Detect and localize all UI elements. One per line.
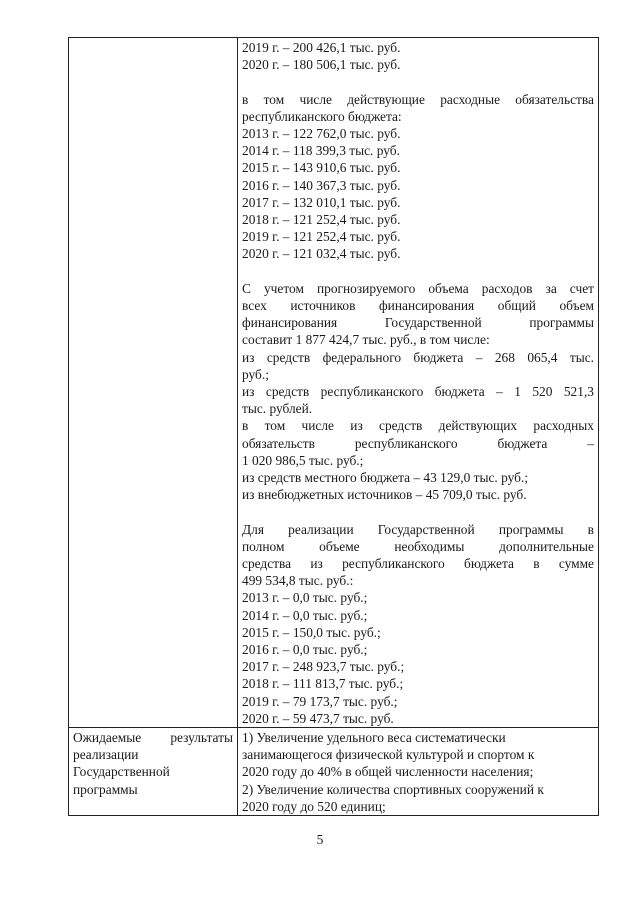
results-line: занимающегося физической культурой и спортом к xyxy=(242,747,535,763)
total-sources-line: финансирования Государственной программы xyxy=(242,315,594,331)
results-line: 2020 году до 520 единиц; xyxy=(242,798,386,814)
additional-funds-year: 2015 г. – 150,0 тыс. руб.; xyxy=(242,624,381,640)
additional-funds-year: 2017 г. – 248 923,7 тыс. руб.; xyxy=(242,659,405,675)
additional-funds-intro: Для реализации Государственной программы в xyxy=(242,521,594,537)
additional-funds-intro: полном объеме необходимы дополнительные xyxy=(242,538,594,554)
total-sources-line: в том числе из средств действующих расходных xyxy=(242,418,594,434)
total-sources-line: из средств федерального бюджета – 268 065,4 тыс. xyxy=(242,349,594,365)
additional-funds-year: 2013 г. – 0,0 тыс. руб.; xyxy=(242,590,368,606)
obligations-year: 2017 г. – 132 010,1 тыс. руб. xyxy=(242,194,401,210)
results-line: 2) Увеличение количества спортивных сооружений к xyxy=(242,781,544,797)
obligations-year: 2020 г. – 121 032,4 тыс. руб. xyxy=(242,246,401,262)
funding-value-cell xyxy=(238,38,599,728)
table-row xyxy=(69,728,599,816)
results-value-cell xyxy=(238,728,599,816)
additional-funds-year: 2016 г. – 0,0 тыс. руб.; xyxy=(242,642,368,658)
results-line: 2020 году до 40% в общей численности населения; xyxy=(242,764,534,780)
total-sources-line: из средств местного бюджета – 43 129,0 тыс. руб.; xyxy=(242,470,529,486)
obligations-year: 2014 г. – 118 399,3 тыс. руб. xyxy=(242,143,400,159)
obligations-intro: в том числе действующие расходные обязательства xyxy=(242,91,594,107)
results-label: Государственной xyxy=(73,764,170,780)
obligations-year: 2013 г. – 122 762,0 тыс. руб. xyxy=(242,126,401,141)
obligations-year: 2016 г. – 140 367,3 тыс. руб. xyxy=(242,177,401,193)
results-label-cell xyxy=(69,728,238,816)
results-label: реализации xyxy=(73,747,139,763)
total-sources-line: всех источников финансирования общий объем xyxy=(242,298,594,314)
table-row xyxy=(69,38,599,728)
additional-funds-year: 2019 г. – 79 173,7 тыс. руб.; xyxy=(242,693,398,709)
results-label: Ожидаемые результаты xyxy=(73,730,233,746)
obligations-year: 2019 г. – 121 252,4 тыс. руб. xyxy=(242,229,401,245)
program-passport-table xyxy=(68,37,599,816)
total-sources-line: тыс. рублей. xyxy=(242,401,313,417)
funding-line: 2019 г. – 200 426,1 тыс. руб. xyxy=(242,40,401,55)
additional-funds-intro: 499 534,8 тыс. руб.: xyxy=(242,573,354,589)
total-sources-line: руб.; xyxy=(242,366,269,382)
obligations-year: 2015 г. – 143 910,6 тыс. руб. xyxy=(242,160,401,176)
additional-funds-year: 2020 г. – 59 473,7 тыс. руб. xyxy=(242,710,394,726)
total-sources-line: 1 020 986,5 тыс. руб.; xyxy=(242,452,364,468)
total-sources-line: составит 1 877 424,7 тыс. руб., в том числе: xyxy=(242,332,490,348)
results-label: программы xyxy=(73,781,138,797)
funding-label-cell xyxy=(69,38,238,728)
obligations-year: 2018 г. – 121 252,4 тыс. руб. xyxy=(242,212,401,228)
funding-line: 2020 г. – 180 506,1 тыс. руб. xyxy=(242,57,401,73)
total-sources-line: из средств республиканского бюджета – 1 520 521,3 xyxy=(242,384,594,400)
additional-funds-year: 2018 г. – 111 813,7 тыс. руб.; xyxy=(242,676,404,692)
total-sources-line: С учетом прогнозируемого объема расходов за счет xyxy=(242,280,594,296)
additional-funds-year: 2014 г. – 0,0 тыс. руб.; xyxy=(242,607,368,623)
page-number: 5 xyxy=(316,832,324,847)
results-line: 1) Увеличение удельного веса систематически xyxy=(242,730,506,746)
total-sources-line: обязательств республиканского бюджета – xyxy=(242,435,594,451)
obligations-intro: республиканского бюджета: xyxy=(242,108,402,124)
total-sources-line: из внебюджетных источников – 45 709,0 тыс. руб. xyxy=(242,487,527,503)
additional-funds-intro: средства из республиканского бюджета в сумме xyxy=(242,556,594,572)
